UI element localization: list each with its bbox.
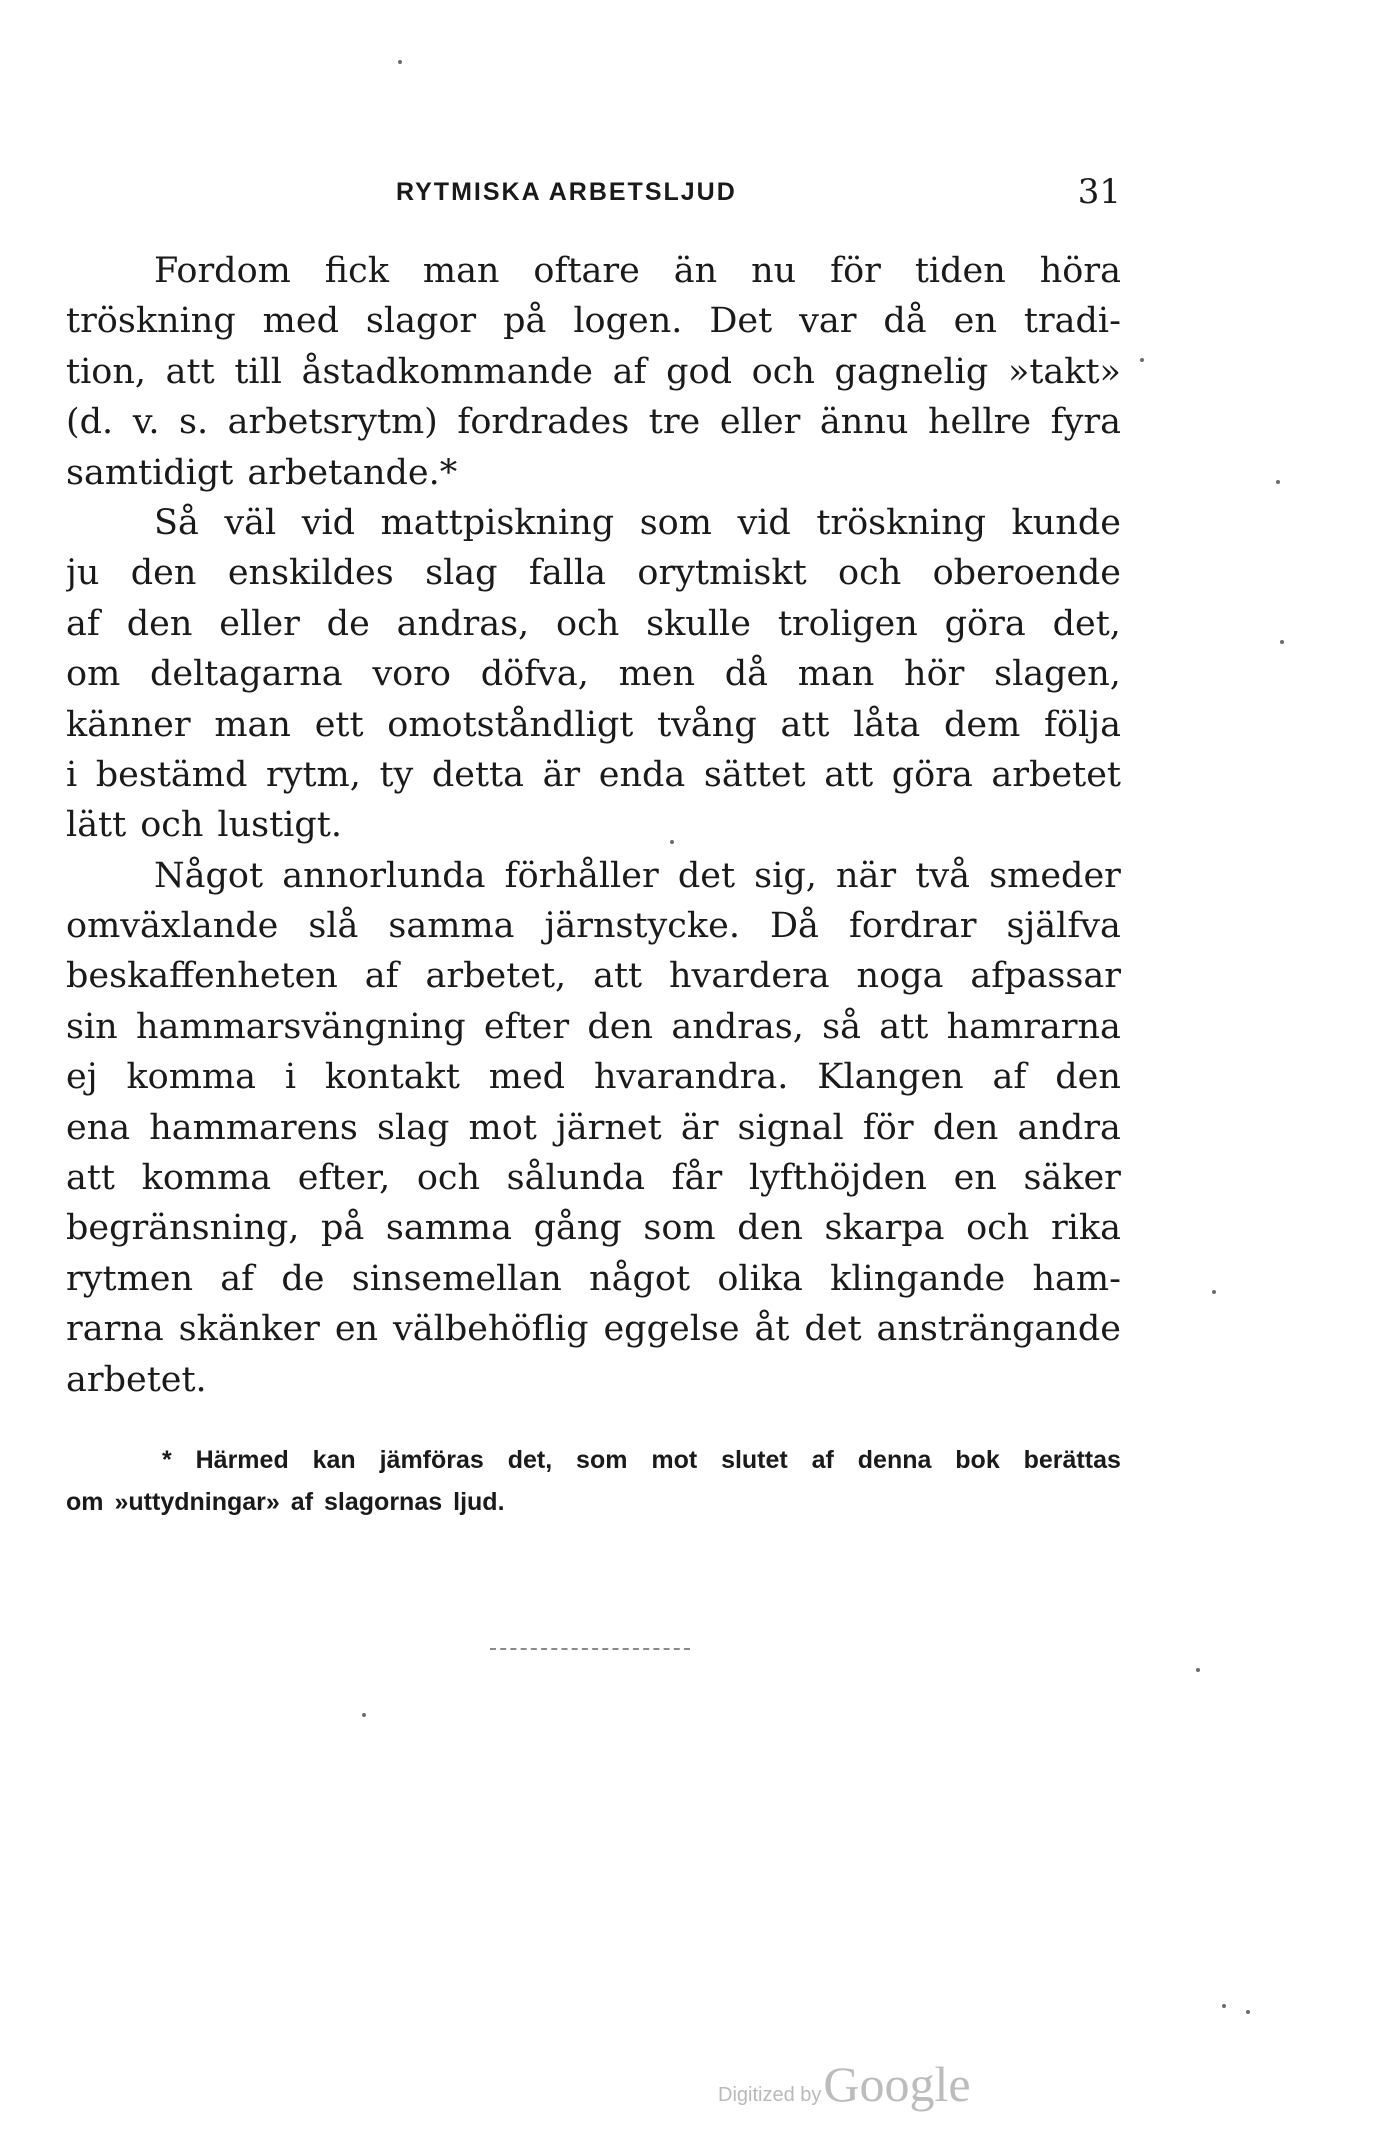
text-line: ena hammarens slag mot järnet är signal för den andra bbox=[66, 1107, 1121, 1148]
text-line: samtidigt arbetande.* bbox=[66, 452, 458, 493]
body-text bbox=[66, 246, 1121, 1405]
text-line: Fordom fick man oftare än nu för tiden höra bbox=[154, 251, 1121, 291]
text-line: rarna skänker en välbehöflig eggelse åt det ansträngande bbox=[66, 1309, 1121, 1350]
text-line: att komma efter, och sålunda får lyfthöjden en säker bbox=[66, 1158, 1121, 1199]
footnote-line: * Härmed kan jämföras det, som mot slutet af denna bok berättas bbox=[162, 1446, 1121, 1474]
text-line: lätt och lustigt. bbox=[66, 805, 342, 846]
text-line: känner man ett omotståndligt tvång att låta dem följa bbox=[66, 704, 1121, 745]
running-title: RYTMISKA ARBETSLJUD bbox=[396, 178, 737, 206]
text-line: rytmen af de sinsemellan något olika klingande ham- bbox=[66, 1258, 1121, 1299]
text-line: Så väl vid mattpiskning som vid tröskning kunde bbox=[154, 502, 1121, 543]
text-line: (d. v. s. arbetsrytm) fordrades tre eller ännu hellre fyra bbox=[66, 402, 1121, 443]
text-line: om deltagarna voro döfva, men då man hör slagen, bbox=[66, 654, 1121, 695]
footnote-line: om »uttydningar» af slagornas ljud. bbox=[66, 1488, 505, 1516]
google-logo: Google bbox=[823, 2056, 971, 2112]
text-line: Något annorlunda förhåller det sig, när två smeder bbox=[154, 855, 1121, 896]
text-line: tröskning med slagor på logen. Det var då en tradi- bbox=[66, 301, 1121, 342]
watermark-prefix: Digitized by bbox=[718, 2084, 822, 2106]
text-line: ju den enskildes slag falla orytmiskt och oberoende bbox=[66, 553, 1121, 594]
text-line: begränsning, på samma gång som den skarpa och rika bbox=[66, 1208, 1121, 1249]
footnote bbox=[66, 1439, 1121, 1523]
text-line: af den eller de andras, och skulle troligen göra det, bbox=[66, 603, 1121, 644]
page-number: 31 bbox=[1077, 172, 1121, 212]
text-line: tion, att till åstadkommande af god och gagnelig »takt» bbox=[66, 351, 1121, 392]
text-line: beskaffenheten af arbetet, att hvardera noga afpassar bbox=[66, 956, 1121, 997]
end-rule bbox=[490, 1648, 690, 1650]
text-line: sin hammarsvängning efter den andras, så att hamrarna bbox=[66, 1006, 1121, 1047]
text-line: omväxlande slå samma järnstycke. Då fordrar själfva bbox=[66, 906, 1121, 947]
text-line: arbetet. bbox=[66, 1359, 207, 1400]
running-head bbox=[66, 172, 1121, 218]
text-line: ej komma i kontakt med hvarandra. Klangen af den bbox=[66, 1057, 1121, 1098]
digitized-watermark bbox=[718, 2055, 971, 2113]
text-line: i bestämd rytm, ty detta är enda sättet att göra arbetet bbox=[66, 754, 1121, 795]
